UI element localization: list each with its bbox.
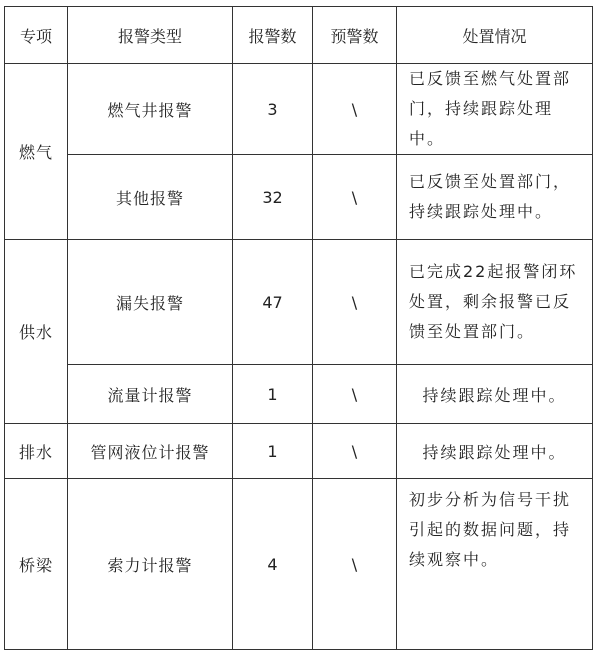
alarm-count-cell: 32: [233, 155, 313, 240]
alarm-count-cell: 3: [233, 64, 313, 155]
alarm-type-cell: 管网液位计报警: [68, 424, 233, 479]
alarm-count-cell: 47: [233, 240, 313, 365]
warning-count-cell: \: [313, 424, 397, 479]
table-row: [5, 155, 593, 240]
alarm-type-cell: 索力计报警: [68, 479, 233, 650]
table-row: [5, 64, 593, 155]
category-drain: 排水: [5, 424, 68, 479]
header-category: 专项: [5, 7, 68, 64]
category-water: 供水: [5, 240, 68, 424]
table-row: [5, 240, 593, 365]
handling-cell: 初步分析为信号干扰引起的数据问题，持续观察中。: [397, 479, 593, 650]
header-alarm-count: 报警数: [233, 7, 313, 64]
alarm-table-container: [4, 6, 593, 650]
handling-cell: 已反馈至处置部门，持续跟踪处理中。: [397, 155, 593, 240]
handling-cell: 持续跟踪处理中。: [397, 424, 593, 479]
warning-count-cell: \: [313, 64, 397, 155]
warning-count-cell: \: [313, 365, 397, 424]
table-row: [5, 365, 593, 424]
handling-cell: 已反馈至燃气处置部门，持续跟踪处理中。: [397, 64, 593, 155]
category-bridge: 桥梁: [5, 479, 68, 650]
alarm-type-cell: 燃气井报警: [68, 64, 233, 155]
warning-count-cell: \: [313, 155, 397, 240]
alarm-table: [4, 6, 593, 650]
handling-cell: 已完成22起报警闭环处置，剩余报警已反馈至处置部门。: [397, 240, 593, 365]
alarm-count-cell: 4: [233, 479, 313, 650]
handling-cell: 持续跟踪处理中。: [397, 365, 593, 424]
header-alarm-type: 报警类型: [68, 7, 233, 64]
alarm-type-cell: 漏失报警: [68, 240, 233, 365]
category-gas: 燃气: [5, 64, 68, 240]
alarm-type-cell: 其他报警: [68, 155, 233, 240]
table-row: [5, 479, 593, 650]
warning-count-cell: \: [313, 240, 397, 365]
table-row: [5, 424, 593, 479]
header-handling: 处置情况: [397, 7, 593, 64]
alarm-count-cell: 1: [233, 424, 313, 479]
header-warning-count: 预警数: [313, 7, 397, 64]
table-header-row: [5, 7, 593, 64]
alarm-type-cell: 流量计报警: [68, 365, 233, 424]
alarm-count-cell: 1: [233, 365, 313, 424]
warning-count-cell: \: [313, 479, 397, 650]
